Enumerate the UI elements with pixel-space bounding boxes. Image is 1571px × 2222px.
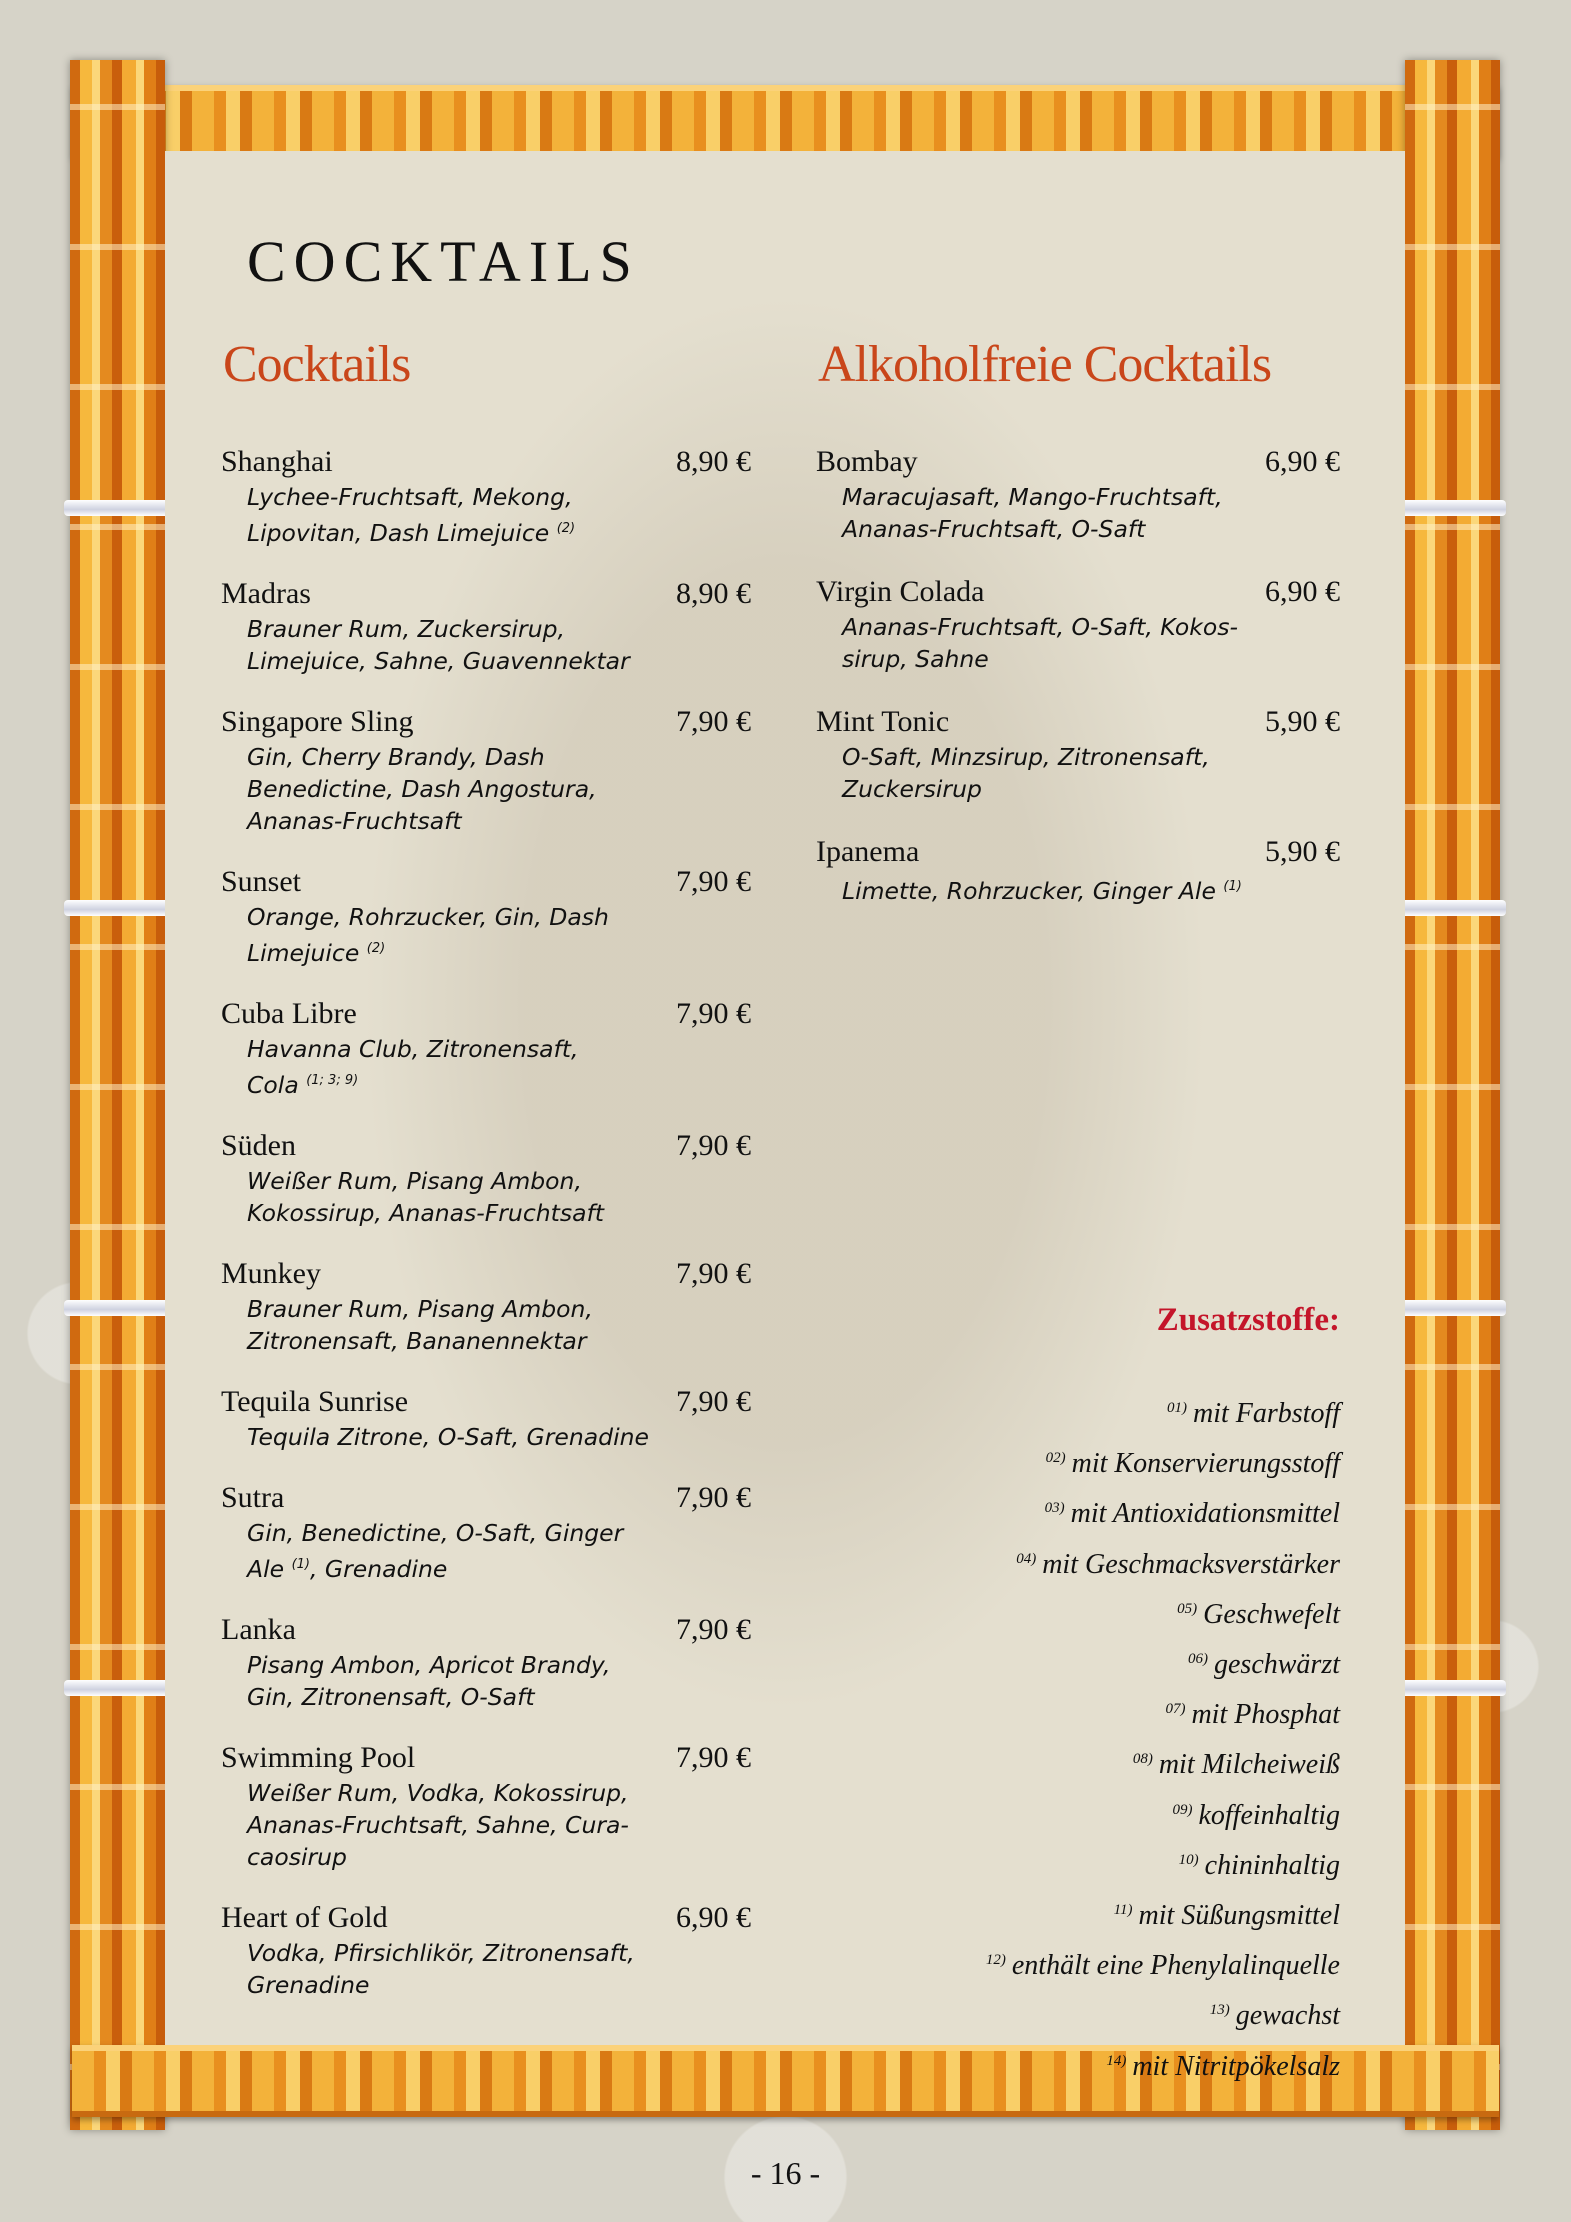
ingredient-text: Limejuice xyxy=(247,939,360,967)
menu-item xyxy=(221,865,751,969)
additive-item xyxy=(880,1888,1340,1938)
page-number: - 16 - xyxy=(750,2155,821,2191)
ingredient-text: Weißer Rum, Vodka, Kokossirup, xyxy=(247,1779,629,1807)
additive-label: mit Phosphat xyxy=(1191,1699,1340,1731)
menu-item-name: Mint Tonic xyxy=(816,705,950,738)
menu-item-header xyxy=(221,1613,751,1647)
ingredient-text: Lychee-Fruchtsaft, Mekong, xyxy=(247,483,573,511)
menu-item xyxy=(221,1481,751,1585)
ingredient-line xyxy=(842,481,1340,513)
menu-item-price: 7,90 € xyxy=(676,1385,751,1418)
frame-top-border xyxy=(72,85,1499,157)
menu-item-name: Bombay xyxy=(816,445,918,478)
ingredient-text: Kokossirup, Ananas-Fruchtsaft xyxy=(247,1199,604,1227)
page-title: COCKTAILS xyxy=(247,229,640,294)
ingredient-line xyxy=(842,643,1340,675)
menu-item-price: 7,90 € xyxy=(676,1257,751,1290)
section-title-alkoholfreie: Alkoholfreie Cocktails xyxy=(818,336,1272,393)
additives-list xyxy=(880,1386,1340,2089)
cocktail-list xyxy=(221,445,751,2029)
ingredient-line xyxy=(247,1841,751,1873)
ingredient-text: Maracujasaft, Mango-Fruchtsaft, xyxy=(842,483,1223,511)
additive-item xyxy=(880,1788,1340,1838)
ingredient-line xyxy=(247,1809,751,1841)
ingredient-text: sirup, Sahne xyxy=(842,645,989,673)
additive-label: geschwärzt xyxy=(1214,1649,1340,1681)
ingredient-text: Grenadine xyxy=(247,1971,370,1999)
ingredient-text: Vodka, Pfirsichlikör, Zitronensaft, xyxy=(247,1939,635,1967)
menu-item-price: 7,90 € xyxy=(676,705,751,738)
ingredient-text: Gin, Cherry Brandy, Dash xyxy=(247,743,545,771)
menu-item xyxy=(221,577,751,677)
menu-item-ingredients xyxy=(247,1165,751,1229)
additive-item xyxy=(880,1436,1340,1486)
ingredient-line xyxy=(247,481,751,513)
additive-item xyxy=(880,1838,1340,1888)
menu-item-price: 7,90 € xyxy=(676,1129,751,1162)
additive-note: (1; 3; 9) xyxy=(306,1073,359,1088)
menu-item-ingredients xyxy=(247,1293,751,1357)
additive-code: 02) xyxy=(1045,1450,1066,1467)
menu-item-header xyxy=(221,1901,751,1935)
additive-label: mit Geschmacksverstärker xyxy=(1042,1548,1340,1580)
menu-item-header xyxy=(816,705,1340,739)
ingredient-line xyxy=(247,1197,751,1229)
additive-item xyxy=(880,1687,1340,1737)
menu-item xyxy=(816,575,1340,675)
ingredient-text: Brauner Rum, Pisang Ambon, xyxy=(247,1295,593,1323)
menu-item-header xyxy=(221,997,751,1031)
menu-item-name: Cuba Libre xyxy=(221,997,357,1030)
ingredient-line xyxy=(247,1969,751,2001)
menu-item-ingredients xyxy=(842,481,1340,545)
ingredient-text: Ale xyxy=(247,1555,285,1583)
menu-item-price: 7,90 € xyxy=(676,865,751,898)
additives-title: Zusatzstoffe: xyxy=(1156,1302,1340,1338)
additive-code: 04) xyxy=(1016,1550,1037,1567)
additive-note: (2) xyxy=(556,521,576,536)
ingredient-line xyxy=(247,1649,751,1681)
ingredient-line xyxy=(842,513,1340,545)
additive-note: (2) xyxy=(366,941,386,956)
ingredient-line xyxy=(247,1777,751,1809)
menu-item-name: Süden xyxy=(221,1129,296,1162)
menu-item-price: 8,90 € xyxy=(676,577,751,610)
ingredient-text: Limejuice, Sahne, Guavennektar xyxy=(247,647,630,675)
menu-item-name: Ipanema xyxy=(816,835,920,868)
menu-item-header xyxy=(221,705,751,739)
ingredient-line xyxy=(247,933,751,969)
menu-item-name: Virgin Colada xyxy=(816,575,985,608)
additive-item xyxy=(880,1988,1340,2038)
ingredient-line xyxy=(247,1517,751,1549)
menu-item-name: Swimming Pool xyxy=(221,1741,416,1774)
additive-item xyxy=(880,1737,1340,1787)
ingredient-text: Pisang Ambon, Apricot Brandy, xyxy=(247,1651,611,1679)
menu-item xyxy=(816,835,1340,907)
menu-item-name: Sutra xyxy=(221,1481,285,1514)
additive-note: (1) xyxy=(291,1557,310,1572)
additive-item xyxy=(880,1587,1340,1637)
additive-label: mit Nitritpökelsalz xyxy=(1132,2050,1340,2082)
menu-item-name: Sunset xyxy=(221,865,302,898)
menu-item-ingredients xyxy=(247,1777,751,1873)
menu-item-price: 8,90 € xyxy=(676,445,751,478)
menu-item-ingredients xyxy=(247,1517,751,1585)
menu-item-price: 7,90 € xyxy=(676,1613,751,1646)
ingredient-text: Zitronensaft, Bananennektar xyxy=(247,1327,587,1355)
menu-item-ingredients xyxy=(842,871,1340,907)
menu-item-ingredients xyxy=(842,611,1340,675)
additive-code: 10) xyxy=(1178,1851,1199,1868)
ingredient-text: Ananas-Fruchtsaft xyxy=(247,807,462,835)
ingredient-text: Gin, Zitronensaft, O-Saft xyxy=(247,1683,535,1711)
menu-item-price: 7,90 € xyxy=(676,1481,751,1514)
menu-item-ingredients xyxy=(247,1649,751,1713)
additive-code: 01) xyxy=(1166,1400,1187,1416)
menu-item-price: 6,90 € xyxy=(676,1901,751,1934)
ingredient-text: Gin, Benedictine, O-Saft, Ginger xyxy=(247,1519,624,1547)
ingredient-text: Havanna Club, Zitronensaft, xyxy=(247,1035,579,1063)
additive-note: (1) xyxy=(1223,879,1242,894)
ingredient-line xyxy=(842,741,1340,773)
additive-label: enthält eine Phenylalinquelle xyxy=(1011,1950,1340,1982)
menu-item xyxy=(221,1901,751,2001)
menu-item-ingredients xyxy=(247,1421,751,1453)
menu-item-name: Lanka xyxy=(221,1613,296,1646)
additive-item xyxy=(880,1938,1340,1988)
menu-item-price: 5,90 € xyxy=(1265,835,1340,868)
additive-item xyxy=(880,1637,1340,1687)
ingredient-line xyxy=(247,613,751,645)
menu-item-name: Munkey xyxy=(221,1257,321,1290)
menu-item-name: Tequila Sunrise xyxy=(221,1385,409,1418)
ingredient-line xyxy=(247,741,751,773)
ingredient-text: Ananas-Fruchtsaft, O-Saft xyxy=(842,515,1146,543)
ingredient-line xyxy=(842,871,1340,907)
menu-item xyxy=(816,445,1340,545)
additive-label: mit Farbstoff xyxy=(1192,1398,1340,1429)
ingredient-line xyxy=(247,1421,751,1453)
additive-code: 09) xyxy=(1172,1801,1193,1818)
menu-item-name: Heart of Gold xyxy=(221,1901,388,1934)
menu-item xyxy=(221,1613,751,1713)
additive-item xyxy=(880,1386,1340,1436)
additive-label: gewachst xyxy=(1235,2000,1340,2032)
additive-code: 13) xyxy=(1209,2002,1230,2019)
section-title-cocktails: Cocktails xyxy=(223,336,411,393)
menu-item-ingredients xyxy=(247,741,751,837)
ingredient-line xyxy=(247,901,751,933)
menu-item xyxy=(221,1741,751,1873)
ingredient-text: Brauner Rum, Zuckersirup, xyxy=(247,615,565,643)
additive-code: 07) xyxy=(1165,1701,1186,1718)
alkoholfreie-cocktail-list xyxy=(816,445,1340,937)
menu-item-header xyxy=(221,577,751,611)
menu-item xyxy=(221,1385,751,1453)
menu-item-price: 7,90 € xyxy=(676,997,751,1030)
menu-item xyxy=(816,705,1340,805)
menu-item-price: 6,90 € xyxy=(1265,445,1340,478)
ingredient-text: Lipovitan, Dash Limejuice xyxy=(247,519,550,547)
additive-label: Geschwefelt xyxy=(1203,1598,1340,1630)
additive-code: 14) xyxy=(1106,2052,1127,2069)
menu-item xyxy=(221,997,751,1101)
menu-item-ingredients xyxy=(247,901,751,969)
ingredient-text: Ananas-Fruchtsaft, O-Saft, Kokos- xyxy=(842,613,1238,641)
menu-item-header xyxy=(221,1481,751,1515)
additive-label: mit Süßungsmittel xyxy=(1138,1900,1340,1932)
additive-item xyxy=(880,2039,1340,2089)
menu-item-header xyxy=(816,445,1340,479)
menu-item xyxy=(221,445,751,549)
ingredient-text: Zuckersirup xyxy=(842,775,982,803)
additive-code: 11) xyxy=(1113,1902,1133,1919)
ingredient-text: , Grenadine xyxy=(309,1555,448,1583)
ingredient-line xyxy=(247,1549,751,1585)
menu-item-header xyxy=(816,835,1340,869)
ingredient-line xyxy=(247,1033,751,1065)
menu-item-ingredients xyxy=(247,613,751,677)
ingredient-text: Cola xyxy=(247,1071,299,1099)
additive-item xyxy=(880,1537,1340,1587)
menu-item-ingredients xyxy=(247,1937,751,2001)
ingredient-text: Orange, Rohrzucker, Gin, Dash xyxy=(247,903,609,931)
ingredient-line xyxy=(247,1325,751,1357)
additive-code: 12) xyxy=(985,1952,1006,1969)
ingredient-line xyxy=(247,805,751,837)
ingredient-text: Limette, Rohrzucker, Ginger Ale xyxy=(842,877,1216,905)
ingredient-text: Weißer Rum, Pisang Ambon, xyxy=(247,1167,582,1195)
ingredient-text: O-Saft, Minzsirup, Zitronensaft, xyxy=(842,743,1210,771)
additive-item xyxy=(880,1486,1340,1536)
additive-code: 08) xyxy=(1132,1751,1153,1768)
menu-item-header xyxy=(221,1741,751,1775)
ingredient-text: caosirup xyxy=(247,1843,347,1871)
additive-code: 03) xyxy=(1044,1500,1065,1517)
menu-item xyxy=(221,1129,751,1229)
ingredient-line xyxy=(247,1937,751,1969)
menu-item-price: 5,90 € xyxy=(1265,705,1340,738)
left-pillar-ornament xyxy=(70,60,165,2130)
additive-code: 06) xyxy=(1188,1651,1208,1668)
menu-item-name: Shanghai xyxy=(221,445,333,478)
additive-code: 05) xyxy=(1177,1600,1198,1617)
ingredient-line xyxy=(247,513,751,549)
additive-label: mit Antioxidationsmittel xyxy=(1070,1498,1340,1530)
menu-item-header xyxy=(221,445,751,479)
menu-item-name: Singapore Sling xyxy=(221,705,414,738)
menu-item-ingredients xyxy=(247,1033,751,1101)
menu-item-header xyxy=(816,575,1340,609)
menu-item-header xyxy=(221,1257,751,1291)
menu-item-name: Madras xyxy=(221,577,311,610)
ingredient-line xyxy=(247,1681,751,1713)
ingredient-text: Ananas-Fruchtsaft, Sahne, Cura- xyxy=(247,1811,629,1839)
menu-item xyxy=(221,705,751,837)
ingredient-line xyxy=(247,1065,751,1101)
ingredient-line xyxy=(247,1293,751,1325)
additive-label: mit Konservierungsstoff xyxy=(1071,1448,1340,1480)
right-pillar-ornament xyxy=(1405,60,1500,2130)
menu-item-price: 6,90 € xyxy=(1265,575,1340,608)
menu-item-header xyxy=(221,865,751,899)
ingredient-line xyxy=(247,1165,751,1197)
ingredient-text: Benedictine, Dash Angostura, xyxy=(247,775,597,803)
menu-item-ingredients xyxy=(247,481,751,549)
menu-item-ingredients xyxy=(842,741,1340,805)
menu-item xyxy=(221,1257,751,1357)
ingredient-line xyxy=(842,611,1340,643)
ingredient-line xyxy=(842,773,1340,805)
menu-item-header xyxy=(221,1385,751,1419)
additive-label: koffeinhaltig xyxy=(1198,1799,1340,1831)
ingredient-text: Tequila Zitrone, O-Saft, Grenadine xyxy=(247,1423,649,1451)
menu-item-header xyxy=(221,1129,751,1163)
ingredient-line xyxy=(247,773,751,805)
additive-label: mit Milcheiweiß xyxy=(1158,1749,1340,1781)
menu-item-price: 7,90 € xyxy=(676,1741,751,1774)
additive-label: chininhaltig xyxy=(1204,1849,1340,1881)
ingredient-line xyxy=(247,645,751,677)
